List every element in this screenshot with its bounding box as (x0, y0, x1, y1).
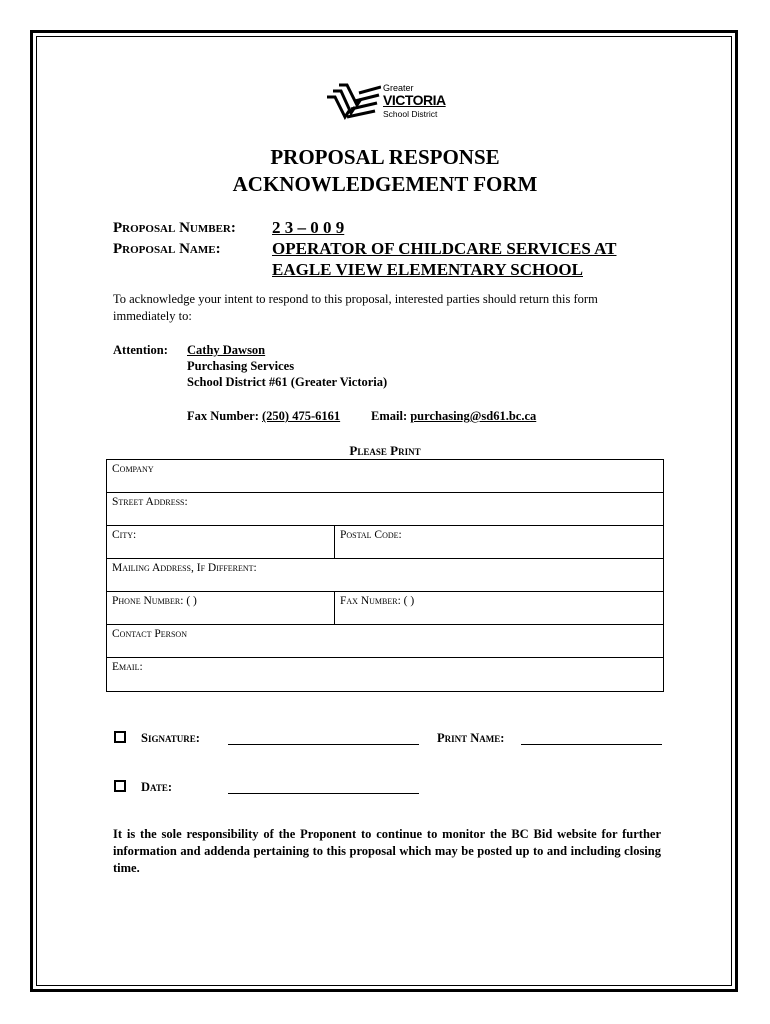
email-link[interactable]: purchasing@sd61.bc.ca (410, 409, 537, 423)
form-row-street (107, 493, 663, 526)
fax-label: Fax Number: (187, 409, 259, 423)
form-title-line1: PROPOSAL RESPONSE (270, 145, 500, 169)
city-field[interactable]: City: (107, 526, 335, 558)
logo-text-victoria: VICTORIA (383, 92, 446, 108)
proposal-name-label: Proposal Name: (113, 241, 221, 257)
please-print-heading: Please Print (349, 443, 421, 458)
signature-line[interactable] (228, 744, 419, 745)
signature-checkbox[interactable] (114, 731, 126, 743)
attention-contact-name: Cathy Dawson (187, 343, 266, 357)
print-name-label: Print Name: (437, 731, 505, 745)
instructions-text: To acknowledge your intent to respond to this proposal, interested parties should return this form immediately to: (113, 292, 598, 323)
print-name-line[interactable] (521, 744, 662, 745)
proposal-name-value-line1: OPERATOR OF CHILDCARE SERVICES AT (272, 239, 617, 258)
attention-label: Attention: (113, 343, 168, 357)
proposal-name-value-line2: EAGLE VIEW ELEMENTARY SCHOOL (272, 260, 583, 279)
responsibility-notice: It is the sole responsibility of the Proponent to continue to monitor the BC Bid website for further information and addenda pertaining to this proposal which may be posted up to and including closing time. (113, 827, 661, 875)
street-address-field[interactable]: Street Address: (112, 496, 188, 508)
postal-code-field[interactable]: Postal Code: (340, 529, 402, 541)
date-line[interactable] (228, 793, 419, 794)
form-row-mailing (107, 559, 663, 592)
contact-person-field[interactable]: Contact Person (112, 628, 187, 640)
attention-district: School District #61 (Greater Victoria) (187, 375, 388, 389)
attention-department: Purchasing Services (187, 359, 295, 373)
date-label: Date: (141, 780, 173, 794)
mailing-address-field[interactable]: Mailing Address, If Different: (112, 562, 257, 574)
signature-label: Signature: (141, 731, 200, 745)
attention-email (371, 409, 536, 424)
attention-fax (187, 409, 340, 424)
form-title-line2: ACKNOWLEDGEMENT FORM (232, 172, 538, 196)
district-logo (325, 83, 455, 129)
fax-value: (250) 475-6161 (262, 409, 341, 423)
form-row-city-postal (107, 526, 663, 559)
logo-text-school-district: School District (383, 109, 438, 119)
contact-form-table (106, 459, 664, 692)
phone-number-field[interactable]: Phone Number: ( ) (107, 592, 335, 624)
form-row-email (107, 658, 663, 691)
form-row-phone-fax (107, 592, 663, 625)
email-label: Email: (371, 409, 408, 423)
proposal-number-value: 2 3 – 0 0 9 (272, 218, 345, 237)
logo-text-greater: Greater (383, 83, 414, 93)
company-field[interactable]: Company (112, 463, 154, 475)
form-row-company (107, 460, 663, 493)
fax-number-field[interactable]: Fax Number: ( ) (340, 595, 415, 607)
email-field[interactable]: Email: (112, 661, 143, 673)
proposal-number-label: Proposal Number: (113, 220, 236, 236)
date-checkbox[interactable] (114, 780, 126, 792)
form-row-contact (107, 625, 663, 658)
logo-mark-icon (325, 83, 381, 129)
